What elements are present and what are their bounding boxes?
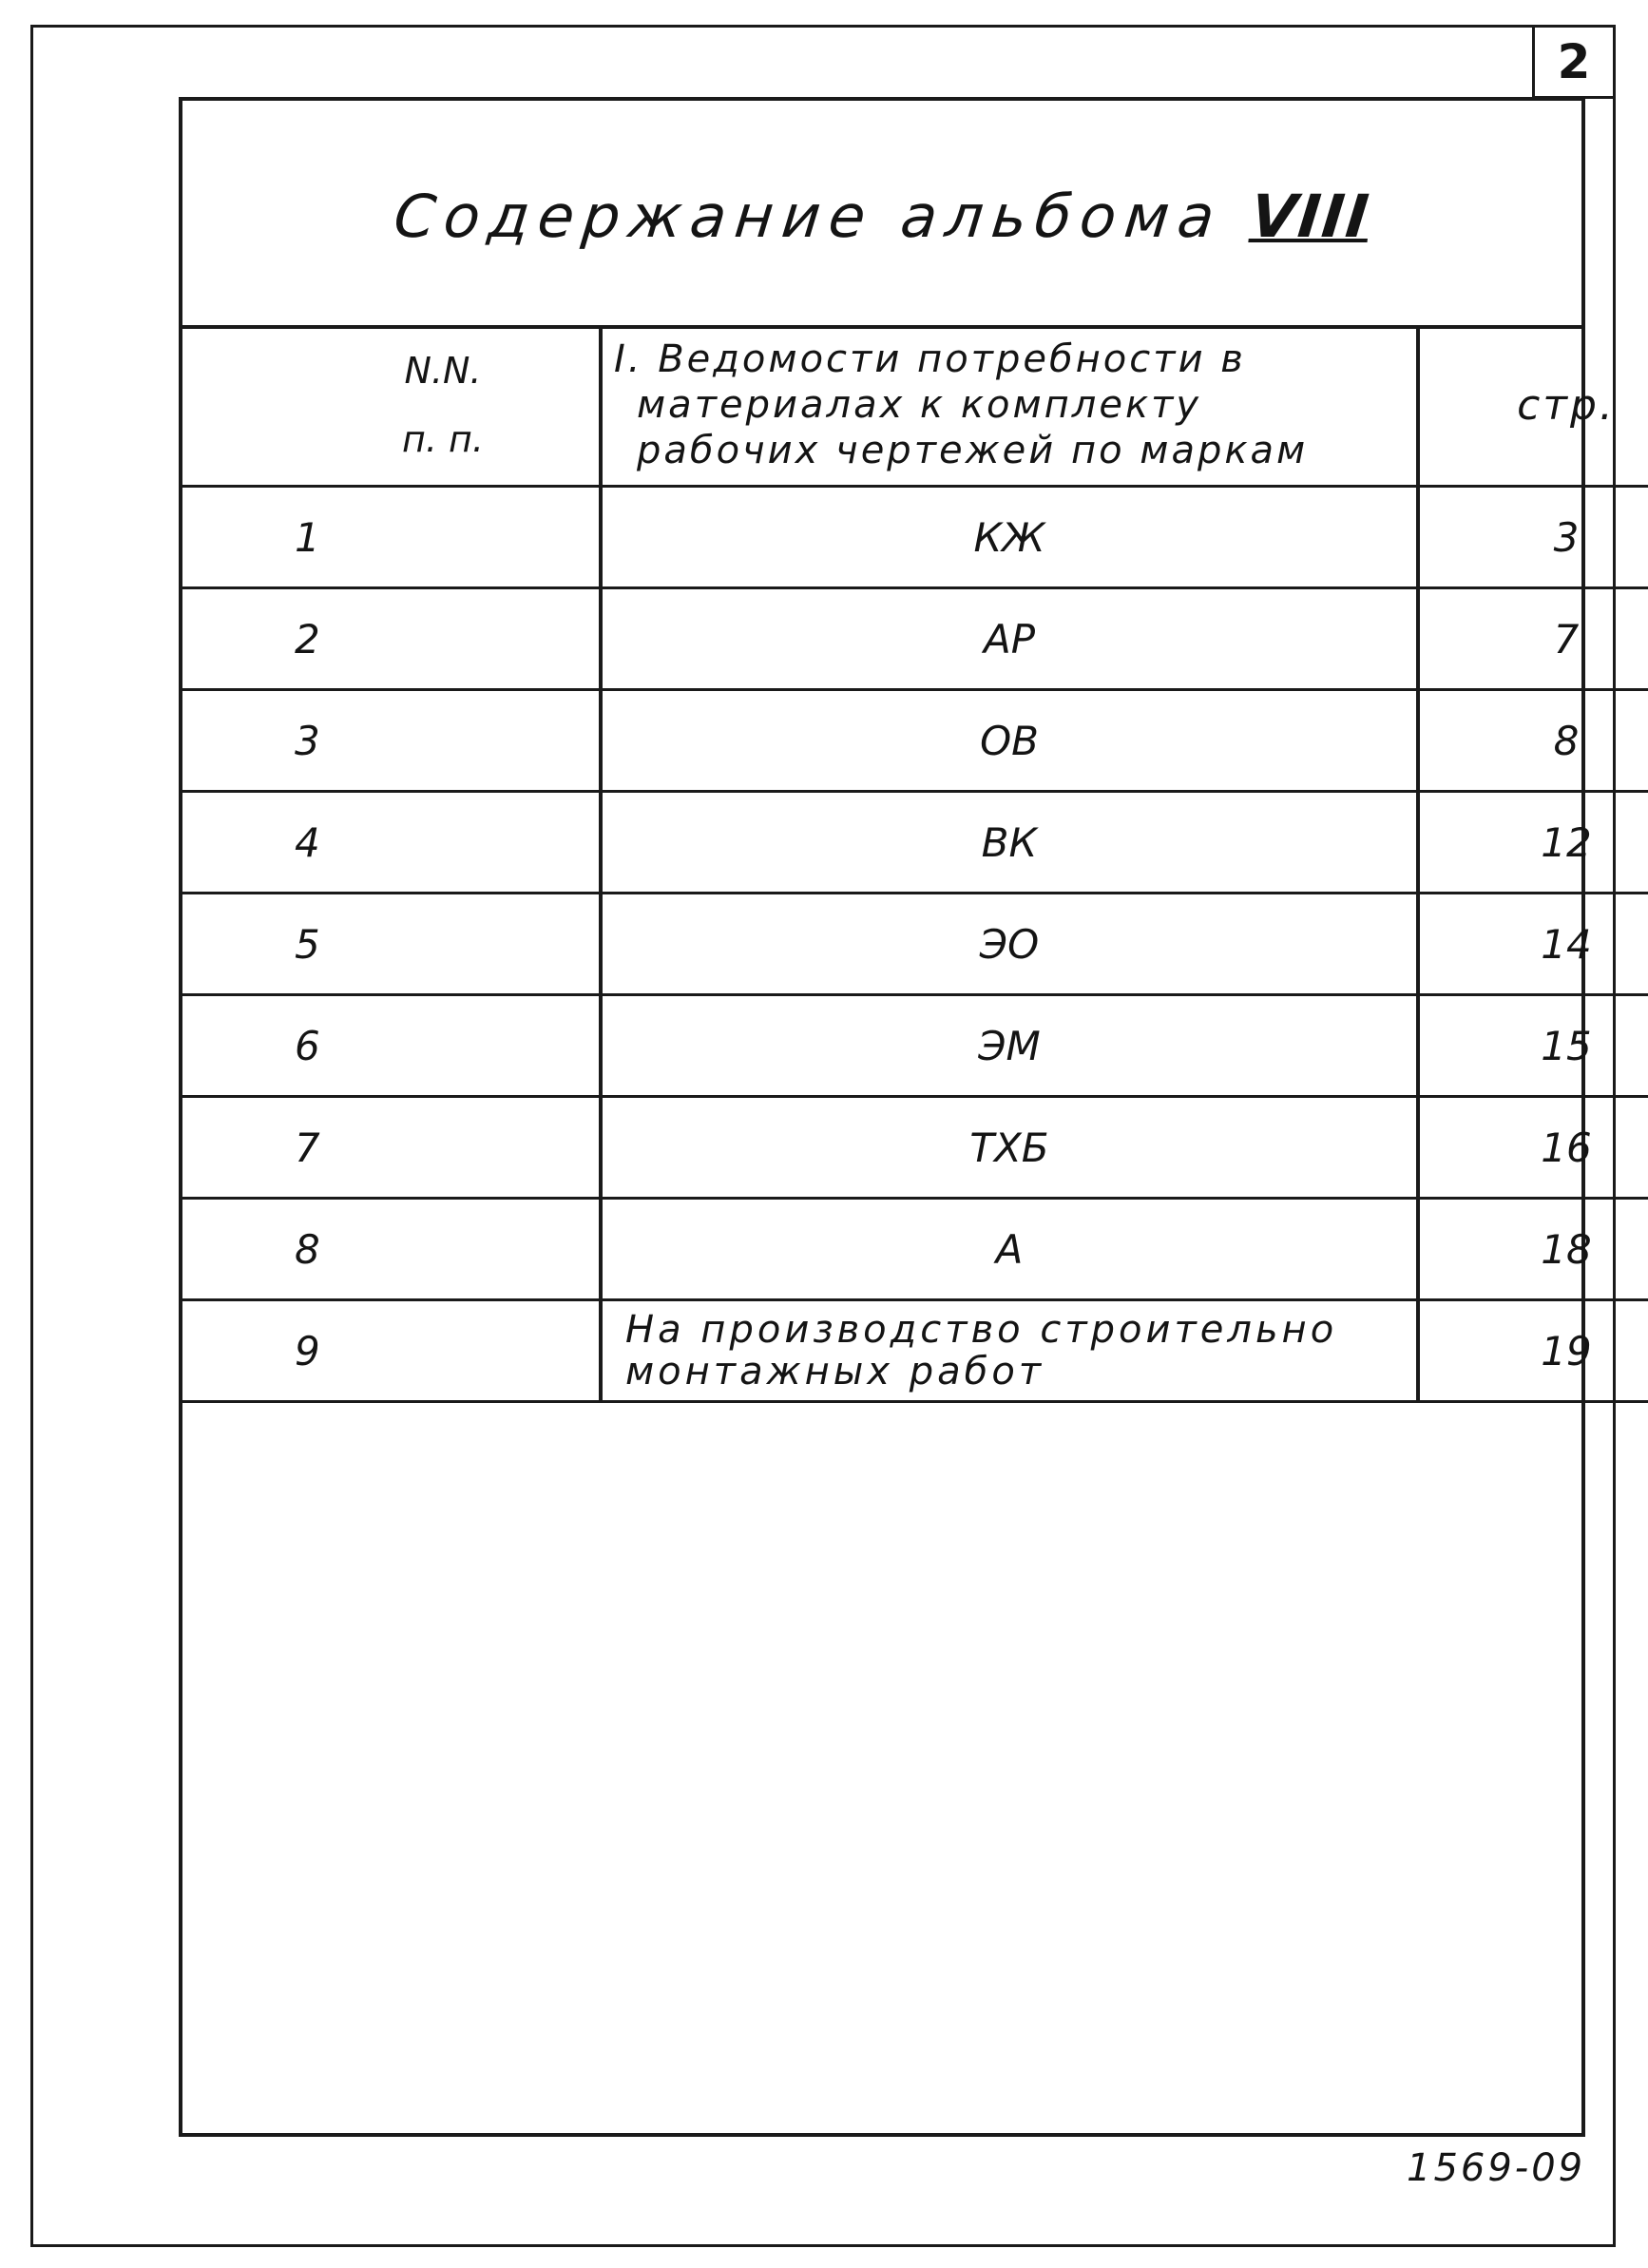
title-area — [179, 97, 1585, 329]
row-number: 7 — [179, 1097, 601, 1199]
row-number: 8 — [179, 1199, 601, 1300]
row-number: 9 — [179, 1300, 601, 1402]
header-number-line2: п. п. — [402, 418, 484, 460]
row-mark: ВК — [601, 792, 1418, 894]
header-number — [179, 325, 601, 487]
row-mark: ЭО — [601, 894, 1418, 995]
page-title — [391, 182, 1373, 251]
header-mark-line1: I. Ведомости потребности в — [614, 337, 1246, 381]
title-text: Содержание альбома — [390, 181, 1226, 251]
table-row — [179, 588, 1648, 690]
row-page: 16 — [1418, 1097, 1648, 1199]
header-mark-line3: рабочих чертежей по маркам — [637, 429, 1309, 472]
table-row — [179, 1097, 1648, 1199]
table-row — [179, 1300, 1648, 1402]
header-mark-line2: материалах к комплекту — [637, 383, 1202, 427]
table-row — [179, 792, 1648, 894]
row-page: 8 — [1418, 690, 1648, 792]
row-mark-line1: На производство строительно — [625, 1308, 1338, 1352]
table-header-row — [179, 325, 1648, 487]
table-row — [179, 995, 1648, 1097]
row-mark: ЭМ — [601, 995, 1418, 1097]
table-row — [179, 487, 1648, 588]
row-number: 6 — [179, 995, 601, 1097]
row-mark: АР — [601, 588, 1418, 690]
document-code: 1569-09 — [1407, 2146, 1586, 2190]
row-number: 2 — [179, 588, 601, 690]
row-page: 15 — [1418, 995, 1648, 1097]
header-mark — [601, 325, 1418, 487]
row-page: 12 — [1418, 792, 1648, 894]
row-page: 7 — [1418, 588, 1648, 690]
row-mark-line2: монтажных работ — [625, 1350, 1045, 1393]
contents-table — [179, 325, 1648, 1403]
row-mark: ОВ — [601, 690, 1418, 792]
row-number: 1 — [179, 487, 601, 588]
header-page: стр. — [1418, 325, 1648, 487]
row-mark — [601, 1300, 1418, 1402]
row-mark: КЖ — [601, 487, 1418, 588]
header-number-line1: N.N. — [404, 350, 482, 392]
row-mark: ТХБ — [601, 1097, 1418, 1199]
album-number: VIII — [1247, 181, 1374, 251]
row-number: 5 — [179, 894, 601, 995]
row-page: 18 — [1418, 1199, 1648, 1300]
row-page: 3 — [1418, 487, 1648, 588]
page-number: 2 — [1532, 25, 1616, 99]
table-row — [179, 894, 1648, 995]
row-number: 3 — [179, 690, 601, 792]
row-page: 14 — [1418, 894, 1648, 995]
row-mark: А — [601, 1199, 1418, 1300]
row-page: 19 — [1418, 1300, 1648, 1402]
table-row — [179, 690, 1648, 792]
row-number: 4 — [179, 792, 601, 894]
table-row — [179, 1199, 1648, 1300]
